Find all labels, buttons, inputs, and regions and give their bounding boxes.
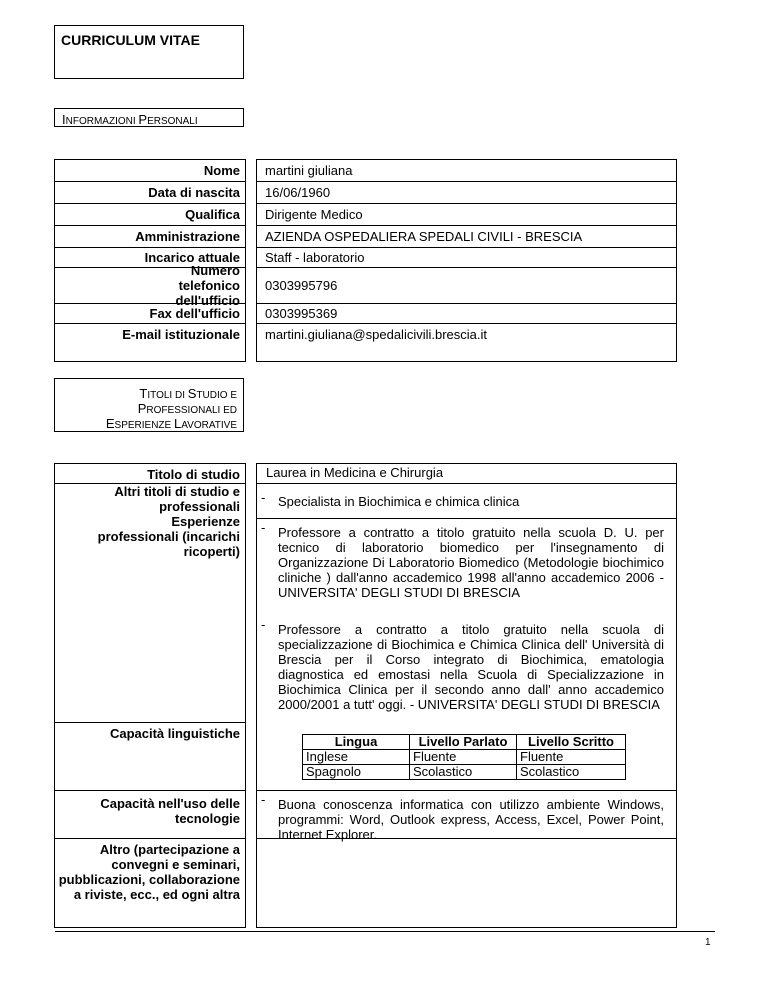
value-tecnologie: - Buona conoscenza informatica con utilizzo ambiente Windows, programmi: Word, Outlook express, Access, Excel, Power Point, Internet Explorer. bbox=[261, 792, 664, 842]
lang-cell: Inglese bbox=[303, 750, 410, 765]
divider bbox=[257, 518, 676, 519]
section-titles-experience: TITOLI DI STUDIO E PROFESSIONALI ED ESPERIENZE LAVORATIVE bbox=[54, 378, 244, 432]
lang-cell: Scolastico bbox=[517, 765, 626, 780]
value-fax: 0303995369 bbox=[257, 304, 676, 324]
value-email: martini.giuliana@spedalicivili.brescia.it bbox=[265, 327, 488, 342]
lang-cell: Fluente bbox=[410, 750, 517, 765]
value-nome: martini giuliana bbox=[257, 160, 676, 182]
value-altri-titoli: - Specialista in Biochimica e chimica clinica bbox=[261, 490, 520, 509]
label-esperienze: Esperienze professionali (incarichi ricoperti) bbox=[97, 514, 240, 559]
divider bbox=[55, 838, 245, 839]
label-altro: Altro (partecipazione a convegni e seminari, pubblicazioni, collaborazione a riviste, ecc., ed ogni altra bbox=[58, 842, 240, 902]
page-title: CURRICULUM VITAE bbox=[61, 32, 200, 48]
label-nome: Nome bbox=[55, 160, 245, 182]
label-amministrazione: Amministrazione bbox=[55, 226, 245, 248]
label-titolo-studio: Titolo di studio bbox=[147, 467, 240, 482]
divider bbox=[257, 483, 676, 484]
lang-cell: Fluente bbox=[517, 750, 626, 765]
label-capacita-linguistiche: Capacità linguistiche bbox=[109, 726, 240, 741]
label-telefono: Numero telefonico dell'ufficio bbox=[55, 268, 245, 304]
label-altri-titoli: Altri titoli di studio e professionali bbox=[114, 484, 240, 514]
label-email: E-mail istituzionale bbox=[122, 327, 240, 342]
label-qualifica: Qualifica bbox=[55, 204, 245, 226]
label-fax: Fax dell'ufficio bbox=[55, 304, 245, 324]
value-titolo-studio: Laurea in Medicina e Chirurgia bbox=[266, 465, 444, 480]
lang-cell: Spagnolo bbox=[303, 765, 410, 780]
language-table bbox=[302, 734, 626, 780]
value-qualifica: Dirigente Medico bbox=[257, 204, 676, 226]
cv-title-box bbox=[54, 25, 244, 79]
divider bbox=[55, 790, 245, 791]
lang-header: Livello Parlato bbox=[410, 735, 517, 750]
section-personal-info: INFORMAZIONI PERSONALI bbox=[54, 108, 244, 127]
value-amministrazione: AZIENDA OSPEDALIERA SPEDALI CIVILI - BRESCIA bbox=[257, 226, 676, 248]
lang-header: Lingua bbox=[303, 735, 410, 750]
value-incarico: Staff - laboratorio bbox=[257, 248, 676, 268]
label-data-nascita: Data di nascita bbox=[55, 182, 245, 204]
divider bbox=[257, 790, 676, 791]
label-tecnologie: Capacità nell'uso delle tecnologie bbox=[100, 796, 240, 826]
lang-header: Livello Scritto bbox=[517, 735, 626, 750]
value-data-nascita: 16/06/1960 bbox=[257, 182, 676, 204]
value-telefono: 0303995796 bbox=[257, 268, 676, 304]
page-number: 1 bbox=[705, 937, 711, 948]
footer-rule bbox=[55, 931, 715, 932]
lang-cell: Scolastico bbox=[410, 765, 517, 780]
experience-item-1: - Professore a contratto a titolo gratuito nella scuola D. U. per tecnico di laboratorio biomedico per l'insegnamento di Organizzazione Di Laboratorio Biomedico (Metodologie biochimico cliniche ) dall'anno accademico 1998 all'anno accademico 2006 - UNIVERSITA' DEGLI STUDI DI BRESCIA bbox=[261, 520, 664, 600]
divider bbox=[55, 722, 245, 723]
experience-item-2: - Professore a contratto a titolo gratuito nella scuola di specializzazione di Biochimica e Chimica Clinica dell' Università di Brescia per il Corso integrato di Biochimica, ematologia diagnostica ed emostasi nella Scuola di Specializzazione in Biochimica Clinica per il secondo anno dall' anno accademico 2000/2001 a tutt' oggi. - UNIVERSITA' DEGLI STUDI DI BRESCIA bbox=[261, 617, 664, 712]
label-incarico: Incarico attuale bbox=[55, 248, 245, 268]
